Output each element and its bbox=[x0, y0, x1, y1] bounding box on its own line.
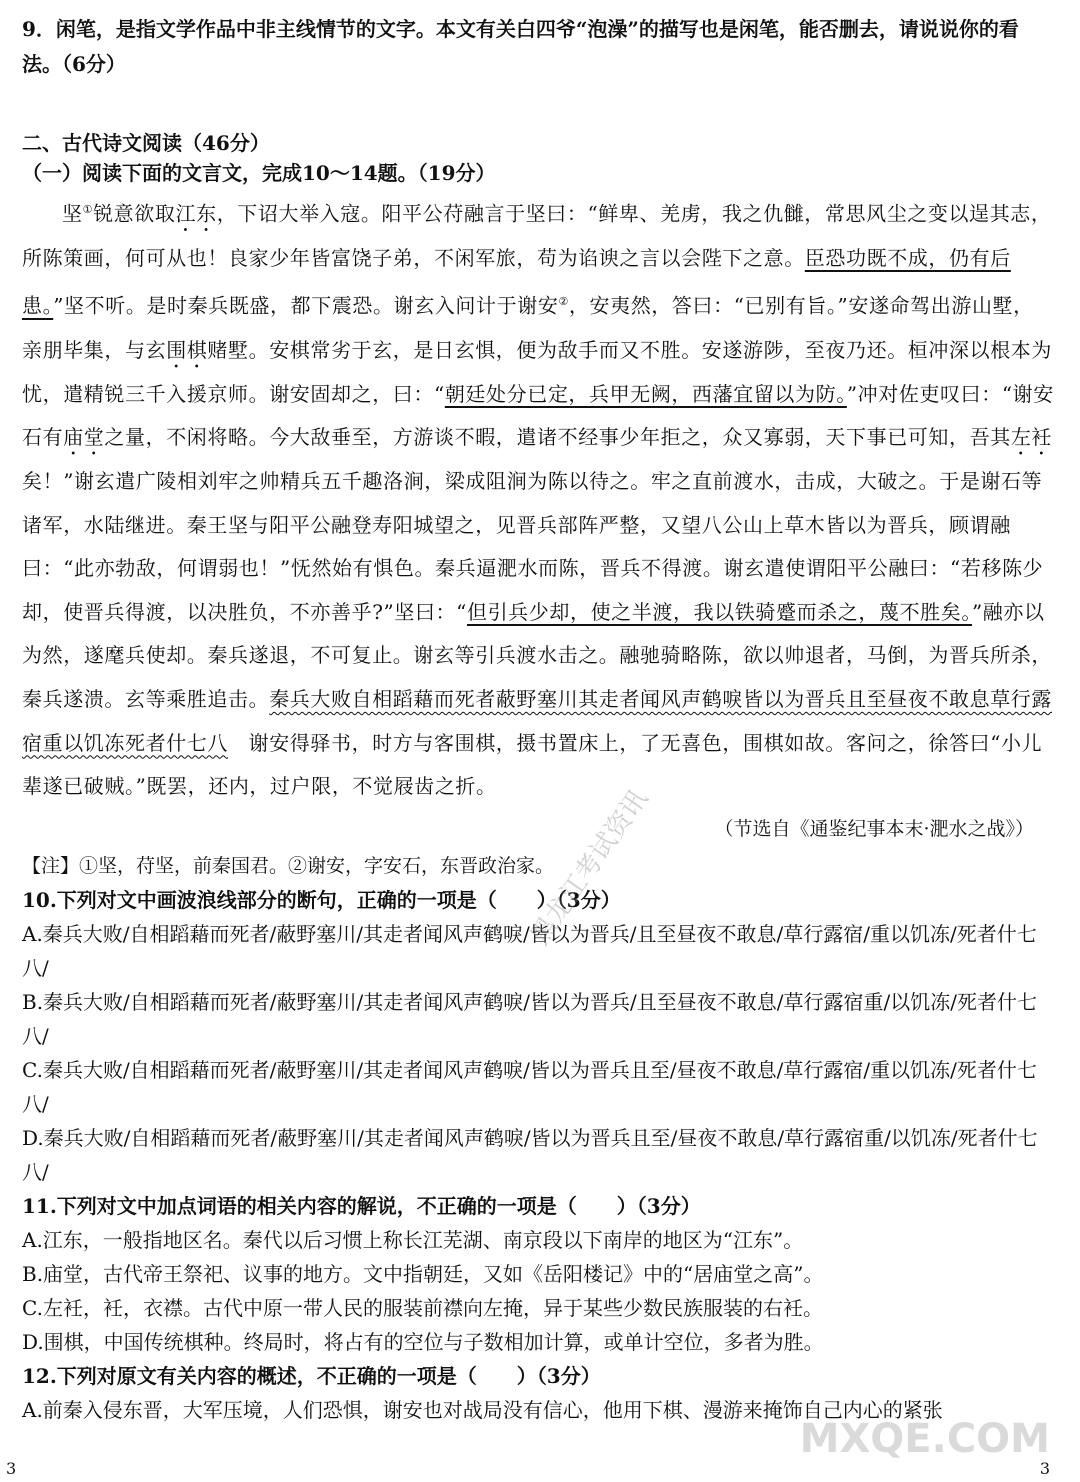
dotted-term-miaotang: 庙堂 bbox=[63, 425, 105, 450]
corner-watermark: MXQE.COM bbox=[799, 1416, 1050, 1462]
q11-option-c: C.左衽，衽，衣襟。古代中原一带人民的服装前襟向左掩，异于某些少数民族服装的右衽。 bbox=[22, 1295, 823, 1320]
q11-option-a: A.江东，一般指地区名。秦代以后习惯上称长江芜湖、南京段以下南岸的地区为“江东”。 bbox=[22, 1227, 804, 1252]
passage-source: （节选自《通鉴纪事本末·淝水之战》） bbox=[714, 817, 1034, 840]
watermark: 黑龙江考试资讯 bbox=[524, 784, 654, 951]
page-number-left: 3 bbox=[6, 1459, 17, 1478]
exam-page bbox=[22, 12, 1054, 1427]
underlined-sentence-3: 但引兵少却，使之半渡，我以铁骑蹙而杀之，蔑不胜矣。 bbox=[466, 599, 972, 624]
dotted-term-weiqi: 围棋 bbox=[166, 337, 208, 362]
underlined-sentence-1: 臣恐功既不成，仍有后患。 bbox=[22, 245, 1011, 318]
question-11-title: 11.下列对文中加点词语的相关内容的解说，不正确的一项是（ ）（3分） bbox=[22, 1193, 701, 1218]
q10-option-b: B.秦兵大败/自相蹈藉而死者/蔽野塞川/其走者闻风声鹤唳/皆以为晋兵/且至昼夜不敢息/草行露宿重/以饥冻/死者什七八/ bbox=[22, 989, 1037, 1048]
wavy-underlined-segment: 秦兵大败自相蹈藉而死者蔽野塞川其走者闻风声鹤唳皆以为晋兵且至昼夜不敢息草行露宿重以饥冻死者什七八 bbox=[22, 687, 1053, 755]
q12-option-a: A.前秦入侵东晋，大军压境，人们恐惧，谢安也对战局没有信心，他用下棋、漫游来掩饰自己内心的紧张 bbox=[22, 1397, 943, 1422]
question-10-title: 10.下列对文中画波浪线部分的断句，正确的一项是（ ）（3分） bbox=[22, 887, 621, 912]
dotted-term-zuoren: 左衽 bbox=[1010, 425, 1053, 450]
classical-passage: 坚①锐意欲取江东，下诏大举入寇。阳平公苻融言于坚曰：“鲜卑、羌虏，我之仇雠，常思风尘之变以逞其志，所陈策画，何可从也！良家少年皆富饶子弟，不闲军旅，苟为谄谀之言以会陛下之意。臣恐功既不成，仍有后患。”坚不听。是时秦兵既盛，都下震恐。谢玄入问计于谢安②，安夷然，答曰：“已别有旨。”安遂命驾出游山墅，亲朋毕集，与玄围棋赌墅。安棋常劣于玄，是日玄惧，便为敌手而又不胜。安遂游陟，至夜乃还。桓冲深以根本为忧，遣精锐三千入援京师。谢安固却之，曰：“朝廷处分已定，兵甲无阙，西藩宜留以为防。”冲对佐吏叹曰：“谢安石有庙堂之量，不闲将略。今大敌垂至，方游谈不暇，遣诸不经事少年拒之，众又寡弱，天下事已可知，吾其左衽矣！”谢玄遣广陵相刘牢之帅精兵五千趣洛涧，梁成阻涧为陈以待之。牢之直前渡水，击成，大破之。于是谢石等诸军，水陆继进。秦王坚与阳平公融登寿阳城望之，见晋兵部阵严整，又望八公山上草木皆以为晋兵，顾谓融曰：“此亦勃敌，何谓弱也！”怃然始有惧色。秦兵逼淝水而陈，晋兵不得渡。谢玄遣使谓阳平公融曰：“若移陈少却，使晋兵得渡，以决胜负，不亦善乎?”坚曰：“但引兵少却，使之半渡，我以铁骑蹙而杀之，蔑不胜矣。”融亦以为然，遂麾兵使却。秦兵遂退，不可复止。谢玄等引兵渡水击之。融驰骑略陈，欲以帅退者，马倒，为晋兵所杀，秦兵遂溃。玄等乘胜追击。秦兵大败自相蹈藉而死者蔽野塞川其走者闻风声鹤唳皆以为晋兵且至昼夜不敢息草行露宿重以饥冻死者什七八 谢安得驿书，时方与客围棋，摄书置床上，了无喜色，围棋如故。客问之，徐答曰“小儿辈遂已破贼。”既罢，还内，过户限，不觉屐齿之折。 bbox=[22, 201, 1054, 799]
page-number-right: 3 bbox=[1039, 1459, 1050, 1478]
q10-option-c: C.秦兵大败/自相蹈藉而死者/蔽野塞川/其走者闻风声鹤唳/皆以为晋兵且至/昼夜不敢息/草行露宿/重以饥冻/死者什七八/ bbox=[22, 1057, 1037, 1116]
subsection-heading: （一）阅读下面的文言文，完成10～14题。（19分） bbox=[22, 161, 496, 185]
footnote: 【注】①坚，苻坚，前秦国君。②谢安，字安石，东晋政治家。 bbox=[22, 854, 555, 877]
q11-option-b: B.庙堂，古代帝王祭祀、议事的地方。文中指朝廷，又如《岳阳楼记》中的“居庙堂之高”。 bbox=[22, 1261, 824, 1286]
q10-option-d: D.秦兵大败/自相蹈藉而死者/蔽野塞川/其走者闻风声鹤唳/皆以为晋兵且至/昼夜不敢息/草行露宿重/以饥冻/死者什七八/ bbox=[22, 1125, 1038, 1184]
section-heading: 二、古代诗文阅读（46分） bbox=[22, 131, 270, 155]
question-9: 9．闲笔，是指文学作品中非主线情节的文字。本文有关白四爷“泡澡”的描写也是闲笔，能否删去，请说说你的看法。（6分） bbox=[22, 17, 1019, 76]
dotted-term-jiangdong: 江东 bbox=[175, 201, 217, 226]
q11-option-d: D.围棋，中国传统棋种。终局时，将占有的空位与子数相加计算，或单计空位，多者为胜。 bbox=[22, 1329, 824, 1354]
question-12-title: 12.下列对原文有关内容的概述，不正确的一项是（ ）（3分） bbox=[22, 1363, 601, 1388]
underlined-sentence-2: 朝廷处分已定，兵甲无阙，西藩宜留以为防。 bbox=[444, 381, 847, 406]
q10-option-a: A.秦兵大败/自相蹈藉而死者/蔽野塞川/其走者闻风声鹤唳/皆以为晋兵/且至昼夜不敢息/草行露宿/重以饥冻/死者什七八/ bbox=[22, 921, 1037, 980]
